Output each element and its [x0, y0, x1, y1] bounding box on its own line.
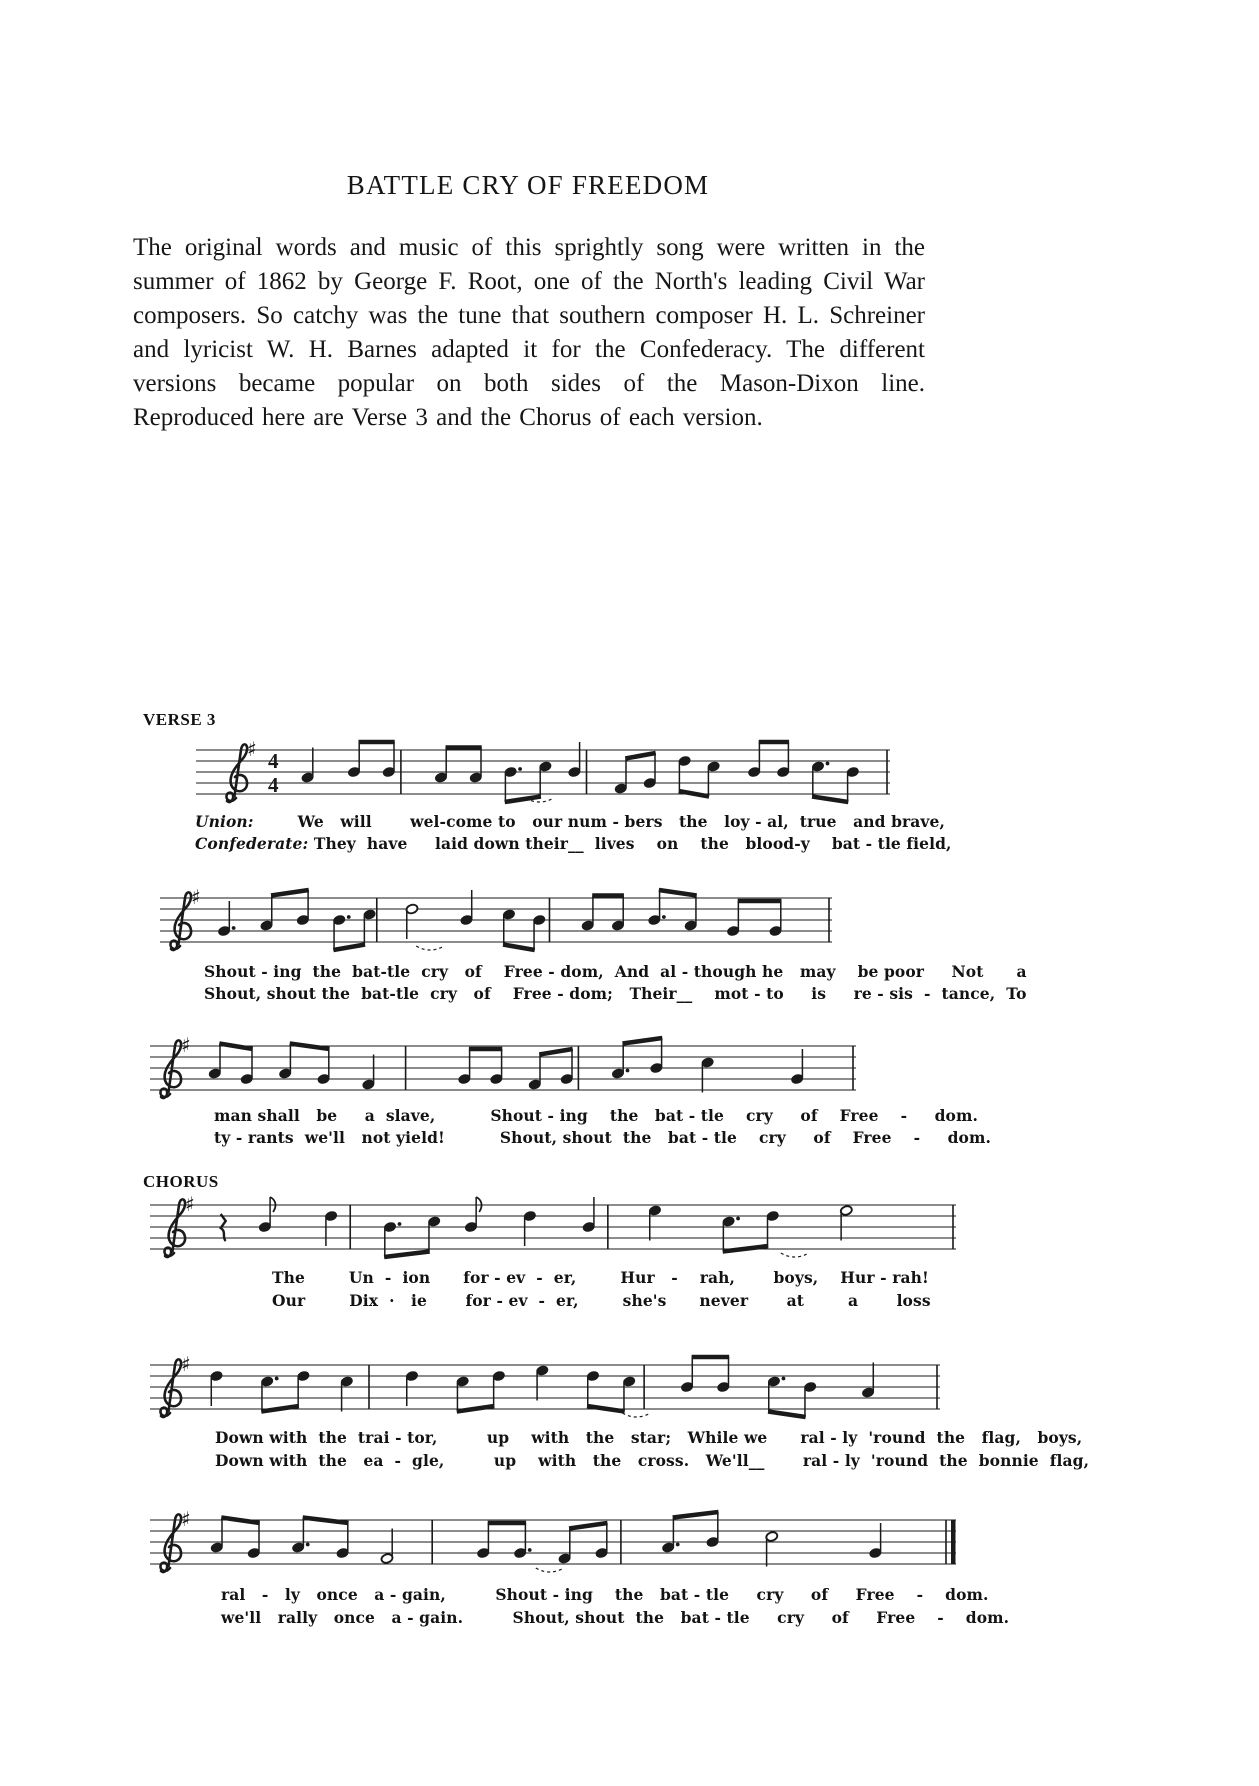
treble-clef-icon	[160, 1359, 181, 1417]
key-signature-sharp-icon: ♯	[191, 885, 201, 909]
lyric-text: The Un - ion for - ev - er, Hur - rah, boys, Hur - rah!	[272, 1268, 929, 1287]
treble-clef-icon	[226, 744, 247, 802]
staff-1-lyrics-confederate	[195, 834, 952, 853]
staff-5-lyrics-confederate	[215, 1451, 1089, 1470]
key-signature-sharp-icon: ♯	[185, 1192, 195, 1216]
staff-2-lyrics-confederate	[204, 984, 1027, 1003]
lyric-text: Shout - ing the bat-tle cry of Free - dom, And al - though he may be poor Not a	[204, 962, 1027, 981]
key-signature-sharp-icon: ♯	[181, 1352, 191, 1376]
final-barline	[951, 1520, 956, 1564]
treble-clef-icon	[170, 892, 191, 950]
lyric-text: Down with the ea - gle, up with the cross. We'll__ ral - ly 'round the bonnie flag,	[215, 1451, 1090, 1470]
lyric-text: They have laid down their__ lives on the blood-y bat - tle field,	[308, 834, 952, 853]
time-signature: 4	[268, 773, 279, 797]
lyric-text: we'll rally once a - gain. Shout, shout the bat - tle cry of Free - dom.	[221, 1608, 1010, 1627]
intro-paragraph: The original words and music of this sprightly song were written in the summer of 1862 by George F. Root, one of the North's leading Civil War composers. So catchy was the tune that southern composer H. L. Schreiner and lyricist W. H. Barnes adapted it for the Confederacy. The different versions became popular on both sides of the Mason-Dixon line. Reproduced here are Verse 3 and the Chorus of each version.	[133, 234, 925, 431]
chorus-label: CHORUS	[143, 1172, 219, 1191]
staff-5-lyrics-union	[215, 1428, 1082, 1447]
lyric-text: ty - rants we'll not yield! Shout, shout the bat - tle cry of Free - dom.	[214, 1128, 991, 1147]
lyric-version-label: Union:	[195, 812, 254, 831]
verse-3-label: VERSE 3	[143, 710, 216, 729]
key-signature-sharp-icon: ♯	[181, 1507, 191, 1531]
staff-1-lyrics-union	[195, 812, 945, 831]
key-signature-sharp-icon: ♯	[247, 737, 257, 761]
staff-3-lyrics-union	[214, 1106, 978, 1125]
staff-6-lyrics-union	[221, 1585, 989, 1604]
staff-4-lyrics-confederate	[272, 1291, 931, 1310]
treble-clef-icon	[164, 1199, 185, 1257]
treble-clef-icon	[160, 1514, 181, 1572]
lyric-version-label: Confederate:	[195, 834, 309, 853]
staff-6-lyrics-confederate	[221, 1608, 1009, 1627]
lyric-text: Shout, shout the bat-tle cry of Free - dom; Their__ mot - to is re - sis - tance, To	[204, 984, 1027, 1003]
lyric-text: man shall be a slave, Shout - ing the bat - tle cry of Free - dom.	[214, 1106, 978, 1125]
page-title: BATTLE CRY OF FREEDOM	[346, 170, 710, 200]
staff-2-lyrics-union	[204, 962, 1027, 981]
lyric-text: Our Dix · ie for - ev - er, she's never at a loss	[272, 1291, 931, 1310]
lyric-text: We will wel-come to our num - bers the loy - al, true and brave,	[253, 812, 945, 831]
staff-4-lyrics-union	[272, 1268, 929, 1287]
treble-clef-icon	[160, 1040, 181, 1098]
staff-3-lyrics-confederate	[214, 1128, 991, 1147]
lyric-text: ral - ly once a - gain, Shout - ing the bat - tle cry of Free - dom.	[221, 1585, 989, 1604]
time-signature: 4	[268, 749, 279, 773]
key-signature-sharp-icon: ♯	[181, 1033, 191, 1057]
lyric-text: Down with the trai - tor, up with the star; While we ral - ly 'round the flag, boys,	[215, 1428, 1083, 1447]
